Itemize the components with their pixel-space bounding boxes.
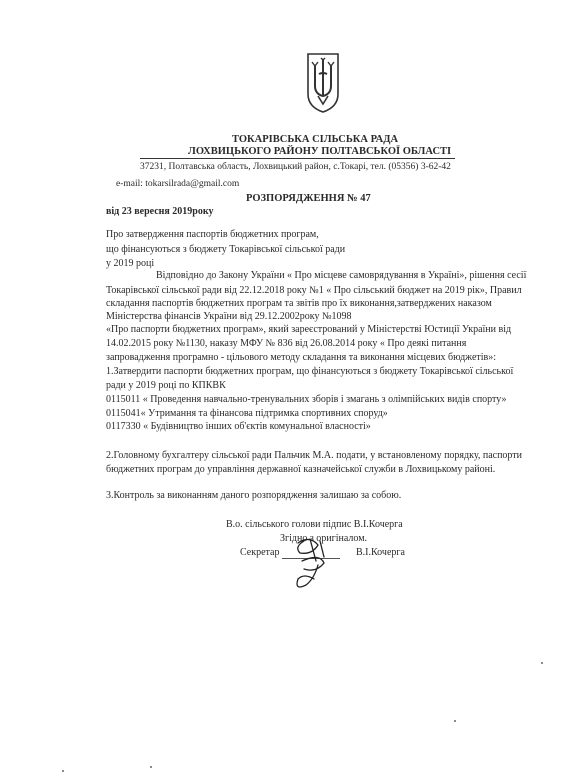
secretary-name: В.І.Кочерга bbox=[356, 547, 405, 558]
point2-line: бюджетних програм до управління державної казначейської служби в Лохвицькому районі. bbox=[106, 464, 496, 475]
body-line: Токарівської сільської ради від 22.12.2018 року №1 « Про сільський бюджет на 2019 рік», Правил bbox=[106, 285, 522, 296]
body-line: ради у 2019 році по КПКВК bbox=[106, 380, 226, 391]
scan-speck bbox=[541, 662, 543, 664]
acting-head-signature-line: В.о. сільського голови підпис В.І.Кочерга bbox=[226, 519, 403, 530]
body-line: 1.Затвердити паспорти бюджетних програм, що фінансуються з бюджету Токарівської сільської bbox=[106, 366, 514, 377]
subject-line-2: що фінансуються з бюджету Токарівської сільської ради bbox=[106, 244, 346, 255]
kpkvk-line: 0117330 « Будівництво інших об'єктів комунальної власності» bbox=[106, 421, 371, 432]
subject-line-1: Про затвердження паспортів бюджетних програм, bbox=[106, 229, 319, 240]
council-name: ТОКАРІВСЬКА СІЛЬСЬКА РАДА bbox=[232, 134, 399, 145]
point2-line: 2.Головному бухгалтеру сільської ради Пальчик М.А. подати, у встановленому порядку, паспорти bbox=[106, 450, 523, 461]
email: e-mail: tokarsilrada@gmail.com bbox=[116, 179, 240, 189]
scan-speck bbox=[62, 770, 64, 772]
kpkvk-line: 0115011 « Проведення навчально-тренувальних зборів і змагань з олімпійських видів спорту» bbox=[106, 394, 507, 405]
body-line: «Про паспорти бюджетних програм», який зареєстрований у Міністерстві Юстиції України від bbox=[106, 324, 512, 335]
certified-copy-note: Згідно з оригіналом. bbox=[280, 533, 368, 544]
point3-line: 3.Контроль за виконанням даного розпорядження залишаю за собою. bbox=[106, 490, 402, 501]
document-date: від 23 вересня 2019року bbox=[106, 206, 214, 217]
address: 37231, Полтавська область, Лохвицький район, с.Токарі, тел. (05356) 3-62-42 bbox=[140, 162, 451, 172]
handwritten-signature bbox=[280, 533, 350, 593]
body-line: запровадження програмно - цільового методу складання та виконання місцевих бюджетів»: bbox=[106, 352, 497, 363]
scan-speck bbox=[150, 766, 152, 768]
scan-speck bbox=[454, 720, 456, 722]
subject-line-3: у 2019 році bbox=[106, 258, 155, 269]
document-title: РОЗПОРЯДЖЕННЯ № 47 bbox=[246, 193, 371, 204]
body-line: Міністерства фінансів України від 29.12.2002року №1098 bbox=[106, 311, 352, 322]
kpkvk-line: 0115041« Утримання та фінансова підтримка спортивних споруд» bbox=[106, 408, 388, 419]
body-line: 14.02.2015 року №1130, наказу МФУ № 836 від 26.08.2014 року « Про деякі питання bbox=[106, 338, 467, 349]
secretary-label: Секретар bbox=[240, 547, 280, 558]
body-line: складання паспортів бюджетних програм та звітів про їх виконання,затверджених наказом bbox=[106, 298, 492, 309]
header-rule bbox=[140, 158, 455, 159]
body-line: Відповідно до Закону України « Про місцеве самоврядування в Україні», рішення сесії bbox=[156, 270, 527, 281]
district-name: ЛОХВИЦЬКОГО РАЙОНУ ПОЛТАВСЬКОЇ ОБЛАСТІ bbox=[188, 146, 452, 157]
trident-coat-of-arms-icon bbox=[305, 52, 341, 114]
